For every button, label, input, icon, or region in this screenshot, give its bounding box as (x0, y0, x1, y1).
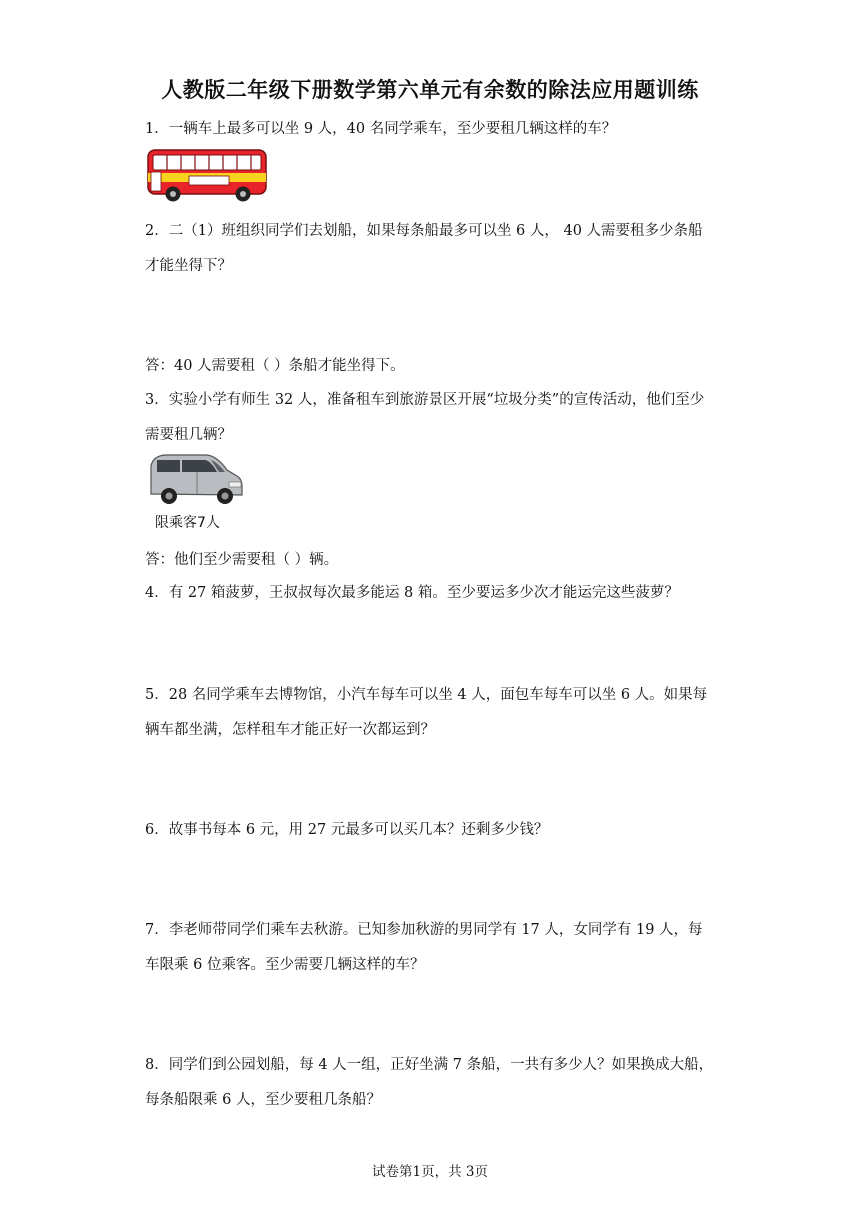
question-3-line-2: 需要租几辆？ (145, 427, 232, 443)
bus-icon (145, 146, 269, 204)
question-8-line-2: 每条船限乘 6 人，至少要租几条船？ (145, 1092, 381, 1108)
question-8-line-1: 8．同学们到公园划船，每 4 人一组，正好坐满 7 条船，一共有多少人？如果换成大船， (145, 1057, 714, 1073)
question-2-answer: 答：40 人需要租（ ）条船才能坐得下。 (145, 358, 405, 374)
question-2-line-2: 才能坐得下？ (145, 258, 232, 274)
question-4: 4．有 27 箱菠萝，王叔叔每次最多能运 8 箱。至少要运多少次才能运完这些菠萝？ (145, 585, 679, 601)
page-footer: 试卷第1页，共 3页 (372, 1164, 488, 1180)
question-3-line-1: 3．实验小学有师生 32 人，准备租车到旅游景区开展“垃圾分类”的宣传活动，他们至少 (145, 392, 705, 408)
question-3-answer: 答：他们至少需要租（ ）辆。 (145, 552, 339, 568)
question-2-line-1: 2．二（1）班组织同学们去划船，如果每条船最多可以坐 6 人， 40 人需要租多少条船 (145, 223, 703, 239)
page-title: 人教版二年级下册数学第六单元有余数的除法应用题训练 (161, 78, 699, 102)
question-6: 6．故事书每本 6 元，用 27 元最多可以买几本？还剩多少钱？ (145, 822, 549, 838)
question-5-line-2: 辆车都坐满，怎样租车才能正好一次都运到？ (145, 722, 435, 738)
question-5-line-1: 5．28 名同学乘车去博物馆，小汽车每车可以坐 4 人，面包车每车可以坐 6 人。如果每 (145, 687, 708, 703)
question-7-line-2: 车限乘 6 位乘客。至少需要几辆这样的车？ (145, 957, 425, 973)
question-7-line-1: 7．李老师带同学们乘车去秋游。已知参加秋游的男同学有 17 人，女同学有 19 人，每 (145, 922, 703, 938)
van-capacity-label: 限乘客7人 (155, 515, 220, 531)
van-icon (145, 448, 245, 510)
question-1: 1．一辆车上最多可以坐 9 人，40 名同学乘车，至少要租几辆这样的车？ (145, 121, 617, 137)
